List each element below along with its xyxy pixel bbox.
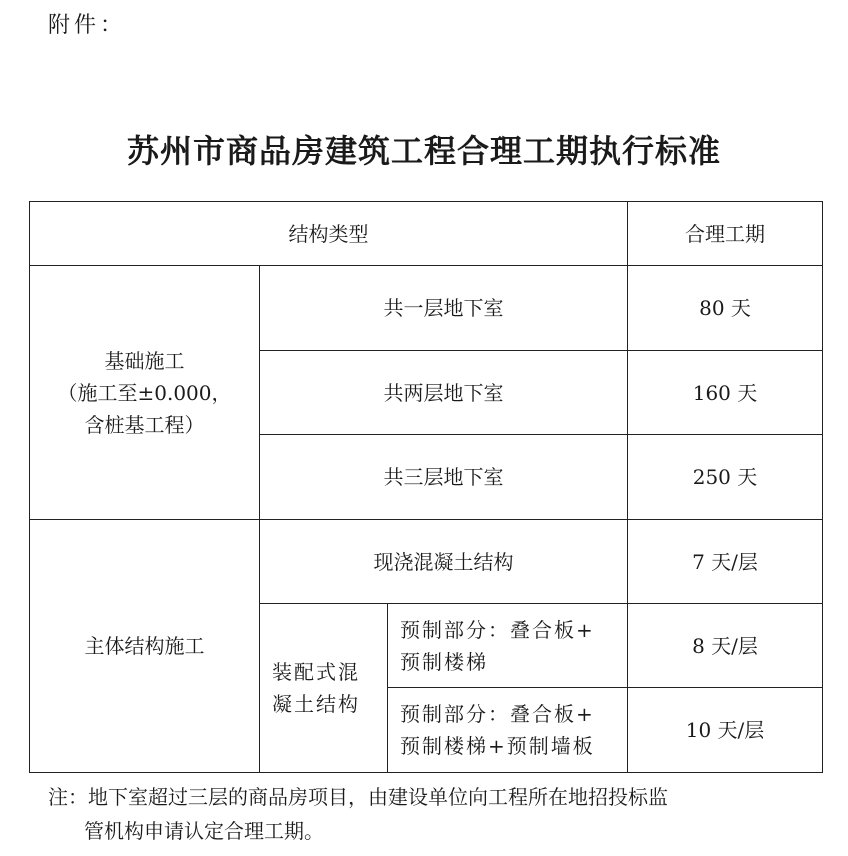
header-structure-type: 结构类型	[30, 202, 628, 266]
attachment-label: 附件：	[48, 13, 127, 38]
main-structure-label: 主体结构施工	[30, 520, 260, 773]
foundation-period: 80 天	[628, 266, 823, 351]
prefab-period: 8 天/层	[628, 604, 823, 688]
footnote	[48, 780, 828, 848]
prefab-type-line1: 预制部分：叠合板+	[400, 702, 595, 726]
footnote-line1: 注：地下室超过三层的商品房项目，由建设单位向工程所在地招投标监	[48, 785, 668, 809]
foundation-type: 共一层地下室	[260, 266, 628, 351]
table-header-row	[30, 202, 823, 266]
foundation-label-line3: 含桩基工程）	[84, 412, 205, 437]
prefab-type-line2: 预制楼梯	[400, 649, 488, 674]
prefab-period: 10 天/层	[628, 688, 823, 773]
table-row	[30, 266, 823, 351]
footnote-line2: 管机构申请认定合理工期。	[84, 819, 324, 843]
table-row	[30, 520, 823, 604]
cast-in-place-type: 现浇混凝土结构	[260, 520, 628, 604]
foundation-label-line2: （施工至±0.000，	[57, 380, 232, 405]
prefab-label	[260, 604, 388, 773]
prefab-label-line1: 装配式混	[272, 660, 360, 684]
header-period: 合理工期	[628, 202, 823, 266]
foundation-label-line1: 基础施工	[104, 348, 185, 373]
cast-in-place-period: 7 天/层	[628, 520, 823, 604]
prefab-type-line1: 预制部分：叠合板+	[400, 617, 595, 642]
foundation-period: 250 天	[628, 435, 823, 520]
document-title: 苏州市商品房建筑工程合理工期执行标准	[126, 132, 721, 170]
prefab-label-line2: 凝土结构	[272, 692, 360, 716]
standards-table	[29, 201, 823, 773]
prefab-type	[388, 604, 628, 688]
foundation-period: 160 天	[628, 351, 823, 435]
prefab-type	[388, 688, 628, 773]
foundation-type: 共两层地下室	[260, 351, 628, 435]
foundation-label	[30, 266, 260, 520]
foundation-type: 共三层地下室	[260, 435, 628, 520]
prefab-type-line2: 预制楼梯+预制墙板	[400, 734, 595, 758]
